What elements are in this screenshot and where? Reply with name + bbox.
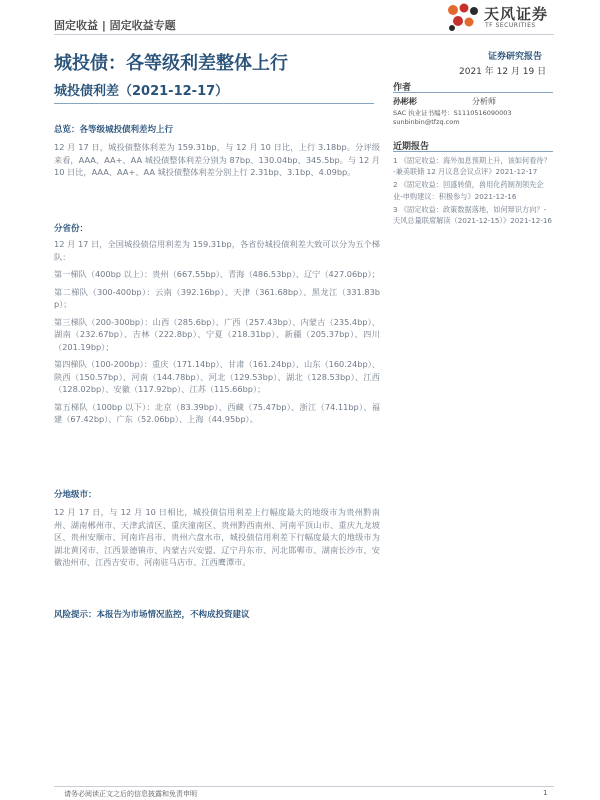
- province-body: [54, 238, 380, 426]
- header-divider: [54, 34, 554, 35]
- risk-note: 风险提示：本报告为市场情况监控，不构成投资建议: [54, 610, 250, 620]
- related-heading: 近期报告: [393, 142, 430, 152]
- overview-heading: 总览：各等级城投债利差均上行: [54, 125, 174, 135]
- page-number: 1: [543, 789, 548, 797]
- footer-disclaimer: 请务必阅读正文之后的信息披露和免责申明: [64, 790, 197, 798]
- province-intro: 12 月 17 日，全国城投债信用利差为 159.31bp，各省份城投债利差大致可以分为五个梯队：: [54, 239, 380, 262]
- page-subtitle: 城投债利差（2021-12-17）: [54, 84, 229, 99]
- province-tier: 第五梯队（100bp 以下）：北京（83.39bp）、西藏（75.47bp）、浙江（74.11bp）、福建（67.42bp）、广东（52.06bp）、上海（44.95bp）。: [54, 401, 380, 424]
- overview-text: 12 月 17 日，城投债整体利差为 159.31bp，与 12 月 10 日比，上行 3.18bp。分评级来看，AAA、AA+、AA 城投债整体利差分别为 87bp、130.04bp、345.5bp。与 12 月 10 日比，AAA、AA+、AA 城投债整体利差分别上行 2.31bp、3.1bp、4.09bp。: [54, 142, 380, 177]
- page-title: 城投债：各等级利差整体上行: [54, 53, 288, 74]
- logo-mark-icon: [444, 2, 484, 32]
- report-date: 2021 年 12 月 19 日: [459, 67, 547, 77]
- report-type: 证券研究报告: [488, 52, 543, 62]
- province-tier: 第四梯队（100-200bp）：重庆（171.14bp）、甘肃（161.24bp）、山东（160.24bp）、陕西（150.57bp）、河南（144.78bp）、河北（129.53bp）、湖北（128.53bp）、江西（128.02bp）、安徽（117.92bp）、江苏（115.66bp）；: [54, 359, 380, 394]
- logo-text: 天风证券: [484, 5, 549, 23]
- related-item[interactable]: 3 《固定收益：政策数据落地，如何辩识方向？-天风总量联席解读（2021-12-15）》2021-12-16: [393, 204, 553, 226]
- author-divider: [393, 92, 553, 93]
- province-tier: 第三梯队（200-300bp）：山西（285.6bp）、广西（257.43bp）、内蒙古（235.4bp）、湖南（232.67bp）、吉林（222.8bp）、宁夏（218.31bp）、新疆（205.37bp）、四川（201.19bp）；: [54, 316, 380, 352]
- province-heading: 分省份：: [54, 224, 89, 234]
- author-name: 孙彬彬: [393, 97, 417, 106]
- author-heading: 作者: [393, 83, 412, 93]
- footer-divider: [54, 786, 554, 787]
- related-list: [393, 155, 553, 228]
- province-tier: 第一梯队（400bp 以上）：贵州（667.55bp）、青海（486.53bp）、辽宁（427.06bp）；: [54, 269, 380, 279]
- subtitle-underline: [54, 103, 374, 104]
- author-email[interactable]: sunbinbin@tfzq.com: [393, 118, 460, 126]
- city-text: 12 月 17 日，与 12 月 10 日相比，城投债信用利差上行幅度最大的地级市为贵州黔南州、湖南郴州市、天津武清区、重庆潼南区、贵州黔西南州、河南平顶山市、重庆九龙坡区、贵州安顺市、河南许昌市、贵州六盘水市，城投债信用利差下行幅度最大的地级市为湖北黄冈市、江西景德镇市、内蒙古兴安盟、辽宁丹东市、河北邯郸市、湖南长沙市、安徽池州市、江西吉安市、河南驻马店市、江西鹰潭市。: [54, 507, 380, 567]
- province-tier: 第二梯队（300-400bp）：云南（392.16bp）、天津（361.68bp）、黑龙江（331.83bp）；: [54, 286, 380, 309]
- city-heading: 分地级市：: [54, 490, 97, 500]
- author-role: 分析师: [472, 97, 496, 106]
- related-item[interactable]: 1 《固定收益：海外加息预期上升，该如何看待？-兼美联储 12 月议息会议点评》2021-12-17: [393, 156, 551, 177]
- related-item[interactable]: 2 《固定收益：回盛转债，兽用化药制剂领先企业-申购建议：积极参与》2021-12-16: [393, 180, 544, 201]
- logo-subtext: TF SECURITIES: [485, 22, 536, 29]
- author-sac: SAC 执业证书编号：S1110516090003: [393, 109, 512, 117]
- header-category: 固定收益 | 固定收益专题: [54, 19, 176, 32]
- related-divider: [393, 151, 553, 152]
